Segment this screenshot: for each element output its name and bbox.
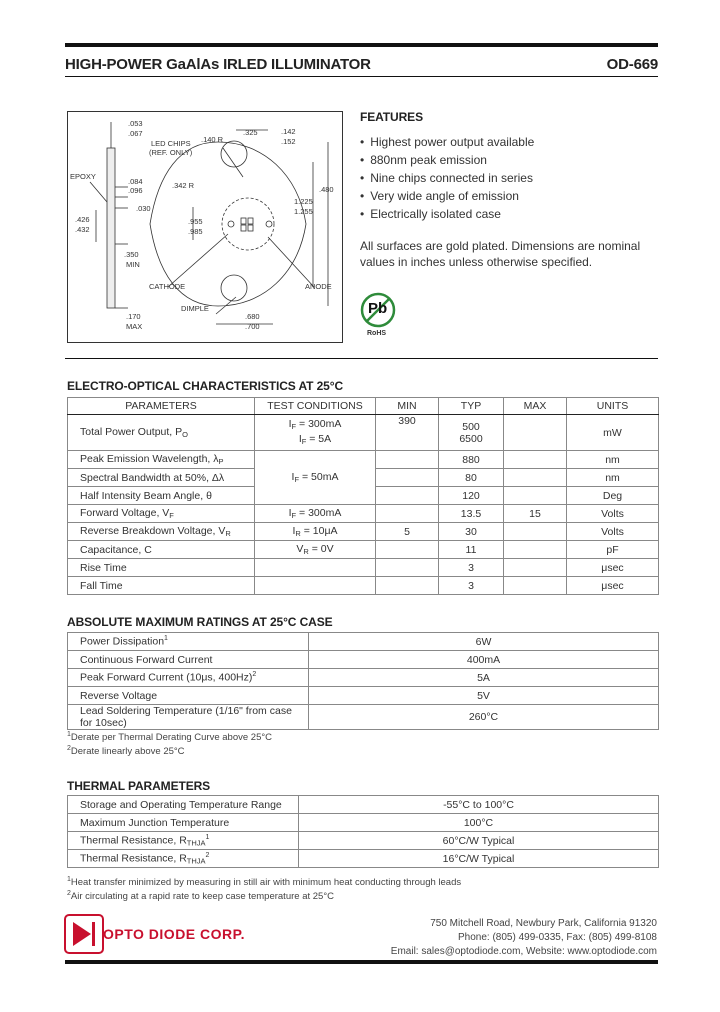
- dim-426: .426: [75, 215, 90, 224]
- dim-084: .084: [128, 177, 143, 186]
- feature-item: • Very wide angle of emission: [360, 187, 660, 205]
- table-row: Lead Soldering Temperature (1/16" from case for 10sec) 260°C: [68, 705, 659, 730]
- feature-item: • Electrically isolated case: [360, 205, 660, 223]
- col-min: MIN: [376, 398, 439, 415]
- col-typ: TYP: [439, 398, 504, 415]
- table-row: Capacitance, C $V_R = 0V$ 11 pF: [68, 541, 659, 559]
- table-row: Rise Time 3 μsec: [68, 559, 659, 577]
- absolute-max-notes: $^1$Derate per Thermal Derating Curve above 25°C $^2$Derate linearly above 25°C: [67, 731, 273, 758]
- dim-170-max: MAX: [126, 322, 143, 331]
- table-row: Reverse Breakdown Voltage, $V_R$ $I_R = 10\mu A$ 5 30 Volts: [68, 523, 659, 541]
- table-row: Peak Emission Wavelength, $\lambda_P$ $I_F = 50mA$ 880 nm: [68, 451, 659, 469]
- dim-152: .152: [281, 137, 296, 146]
- electro-optical-heading: ELECTRO-OPTICAL CHARACTERISTICS AT 25°C: [67, 379, 344, 393]
- dim-350-min: MIN: [126, 260, 140, 269]
- absolute-max-heading: ABSOLUTE MAXIMUM RATINGS AT 25°C CASE: [67, 615, 333, 629]
- rohs-pb-symbol: Pb: [368, 300, 388, 317]
- dim-142: .142: [281, 127, 296, 136]
- part-number: OD-669: [606, 56, 658, 73]
- header-underline: [65, 76, 658, 77]
- table-row: Peak Forward Current (10μs, 400Hz)$^2$ 5A: [68, 669, 659, 687]
- dim-480: .480: [319, 185, 334, 194]
- page-title: HIGH-POWER GaAlAs IRLED ILLUMINATOR: [65, 56, 371, 73]
- thermal-heading: THERMAL PARAMETERS: [67, 779, 211, 793]
- label-dimple: DIMPLE: [181, 304, 209, 313]
- col-max: MAX: [504, 398, 567, 415]
- diode-logo-icon: [64, 914, 104, 954]
- mechanical-drawing: [67, 111, 343, 343]
- email-website: Email: sales@optodiode.com, Website: www.optodiode.com: [390, 946, 657, 957]
- rohs-label: RoHS: [367, 330, 387, 337]
- table-header-row: [68, 398, 659, 415]
- col-parameters: PARAMETERS: [68, 398, 255, 415]
- dim-700: .700: [245, 322, 260, 331]
- table-row: Reverse Voltage 5V: [68, 687, 659, 705]
- rohs-badge: [360, 292, 396, 344]
- surface-note: [360, 238, 640, 270]
- feature-item: • Highest power output available: [360, 133, 660, 151]
- company-logo: [64, 914, 274, 954]
- phone-fax: Phone: (805) 499-0335, Fax: (805) 499-8108: [457, 932, 657, 943]
- contact-info: [391, 917, 657, 959]
- table-row: Spectral Bandwidth at 50%, Δλ 80 nm: [68, 469, 659, 487]
- features-heading: FEATURES: [360, 110, 423, 124]
- label-led-chips: LED CHIPS: [151, 139, 191, 148]
- dim-350: .350: [124, 250, 139, 259]
- feature-item: • Nine chips connected in series: [360, 169, 660, 187]
- table-row: Thermal Resistance, $R_{THJA}^2$ 16°C/W Typical: [68, 850, 659, 868]
- dim-680: .680: [245, 312, 260, 321]
- dim-1255: 1.255: [294, 207, 313, 216]
- top-rule: [65, 43, 658, 47]
- dim-030: .030: [136, 204, 151, 213]
- dim-096: .096: [128, 186, 143, 195]
- dim-985: .985: [188, 227, 203, 236]
- table-row: Thermal Resistance, $R_{THJA}^1$ 60°C/W Typical: [68, 832, 659, 850]
- dim-955: .955: [188, 217, 203, 226]
- col-test-conditions: TEST CONDITIONS: [255, 398, 376, 415]
- thermal-table: [67, 795, 659, 868]
- table-row: Power Dissipation$^1$ 6W: [68, 633, 659, 651]
- electro-optical-table: [67, 397, 659, 595]
- absolute-max-table: [67, 632, 659, 730]
- dim-140r: .140 R: [201, 135, 224, 144]
- label-epoxy: EPOXY: [70, 172, 96, 181]
- thermal-notes: $^1$Heat transfer minimized by measuring in still air with minimum heat conducting through leads $^2$Air circulating at a rapid rate to keep case temperature at 25°C: [67, 876, 462, 903]
- features-list: [360, 133, 660, 223]
- label-anode: ANODE: [305, 282, 332, 291]
- section-divider: [65, 358, 658, 359]
- table-row: Total Power Output, $P_O$ $I_F = 300mA$ $I_F = 5A$ 390 500 6500 mW: [68, 415, 659, 451]
- table-row: Storage and Operating Temperature Range -55°C to 100°C: [68, 796, 659, 814]
- table-row: Forward Voltage, $V_F$ $I_F = 300mA$ 13.5 15 Volts: [68, 505, 659, 523]
- footer-rule: [65, 960, 658, 964]
- table-row: Continuous Forward Current 400mA: [68, 651, 659, 669]
- table-row: Fall Time 3 μsec: [68, 577, 659, 595]
- dim-342r: .342 R: [172, 181, 195, 190]
- table-row: Half Intensity Beam Angle, θ 120 Deg: [68, 487, 659, 505]
- surface-note-line1: All surfaces are gold plated. Dimensions are nominal: [360, 239, 641, 253]
- col-units: UNITS: [567, 398, 659, 415]
- label-ref-only: (REF. ONLY): [149, 148, 193, 157]
- dim-325: .325: [243, 128, 258, 137]
- dim-432: .432: [75, 225, 90, 234]
- surface-note-line2: values in inches unless otherwise specified.: [360, 255, 593, 269]
- label-cathode: CATHODE: [149, 282, 186, 291]
- dim-1225: 1.225: [294, 197, 313, 206]
- feature-item: • 880nm peak emission: [360, 151, 660, 169]
- dim-067: .067: [128, 129, 143, 138]
- address: 750 Mitchell Road, Newbury Park, California 91320: [430, 918, 657, 929]
- company-name: OPTO DIODE CORP.: [103, 926, 246, 942]
- dim-170: .170: [126, 312, 141, 321]
- table-row: Maximum Junction Temperature 100°C: [68, 814, 659, 832]
- dim-053: .053: [128, 119, 143, 128]
